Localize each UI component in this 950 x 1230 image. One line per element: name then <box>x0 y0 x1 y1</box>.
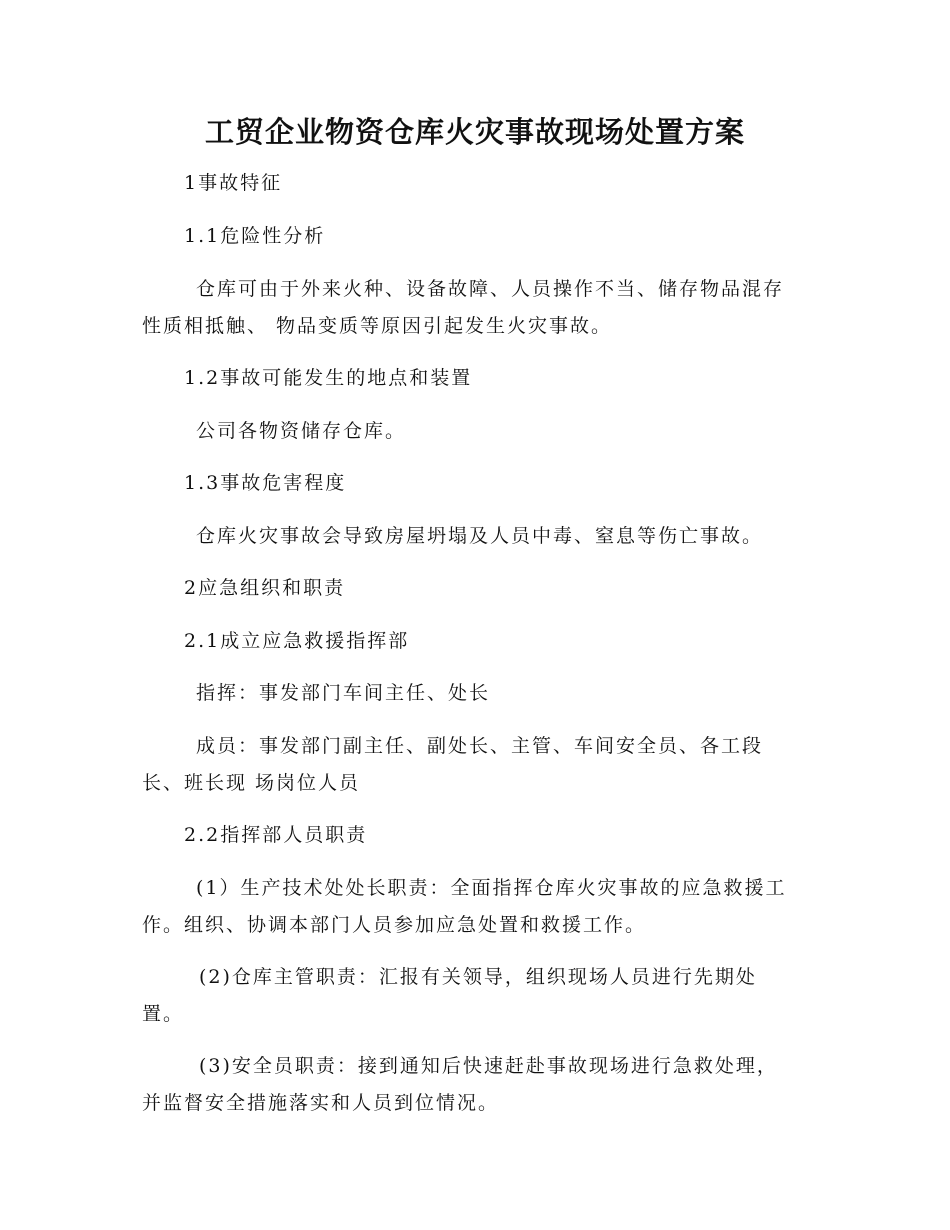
paragraph-duty-2-line-1: (2)仓库主管职责：汇报有关领导，组织现场人员进行先期处 <box>199 966 757 988</box>
subsection-heading-2-2: 2.2指挥部人员职责 <box>184 824 368 846</box>
subsection-heading-1-3: 1.3事故危害程度 <box>184 472 347 494</box>
paragraph-members-line-1: 成员：事发部门副主任、副处长、主管、车间安全员、各工段 <box>196 735 764 757</box>
paragraph-hazard: 仓库火灾事故会导致房屋坍塌及人员中毒、窒息等伤亡事故。 <box>196 525 764 547</box>
paragraph-duty-2-line-2: 置。 <box>142 1003 185 1025</box>
paragraph-risk-line-1: 仓库可由于外来火种、设备故障、人员操作不当、储存物品混存 <box>196 278 785 300</box>
subsection-heading-2-1: 2.1成立应急救援指挥部 <box>184 630 410 652</box>
paragraph-duty-3-line-1: (3)安全员职责：接到通知后快速赶赴事故现场进行急救处理， <box>199 1055 778 1077</box>
subsection-heading-1-2: 1.2事故可能发生的地点和装置 <box>184 367 473 389</box>
paragraph-commander: 指挥：事发部门车间主任、处长 <box>196 682 491 704</box>
paragraph-risk-line-2: 性质相抵触、 物品变质等原因引起发生火灾事故。 <box>142 315 613 337</box>
paragraph-duty-3-line-2: 并监督安全措施落实和人员到位情况。 <box>142 1092 500 1114</box>
paragraph-duty-1-line-2: 作。组织、协调本部门人员参加应急处置和救援工作。 <box>142 914 647 936</box>
paragraph-members-line-2: 长、班长现 场岗位人员 <box>142 772 361 794</box>
paragraph-location: 公司各物资储存仓库。 <box>196 420 407 442</box>
paragraph-duty-1-line-1: (1）生产技术处处长职责：全面指挥仓库火灾事故的应急救援工 <box>196 877 787 899</box>
subsection-heading-1-1: 1.1危险性分析 <box>184 225 326 247</box>
section-heading-2: 2应急组织和职责 <box>184 577 346 599</box>
document-title: 工贸企业物资仓库火灾事故现场处置方案 <box>204 115 745 149</box>
section-heading-1: 1事故特征 <box>184 172 283 194</box>
